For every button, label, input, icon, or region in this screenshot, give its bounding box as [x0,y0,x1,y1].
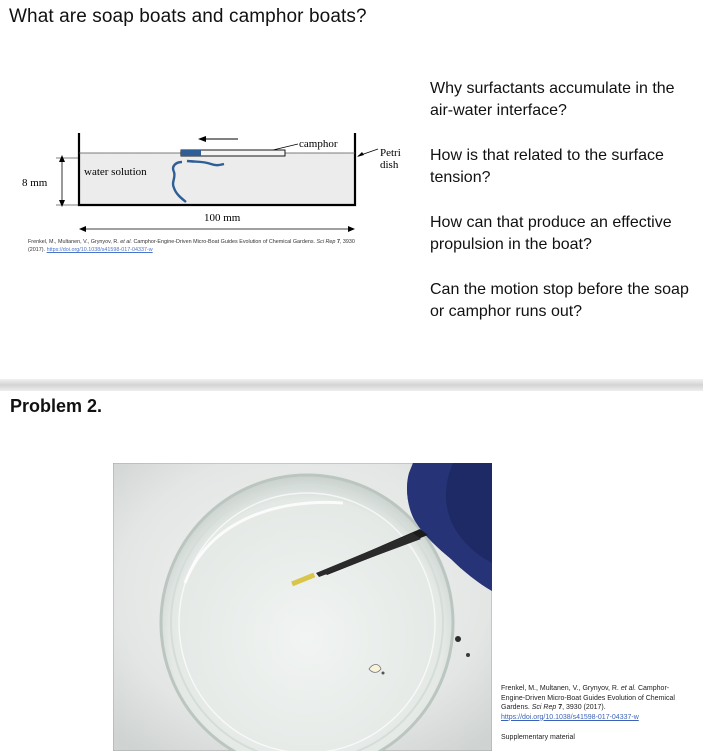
citation-journal: Sci Rep [316,239,336,245]
citation-authors: Frenkel, M., Multanen, V., Grynyov, R. [28,239,119,245]
supplementary-label: Supplementary material [501,734,575,741]
question-2: How is that related to the surface tension? [430,147,664,186]
problem-title: Problem 2. [10,396,103,416]
label-petri-line1: Petri [380,147,401,159]
citation2-title: Camphor-Engine-Driven Micro-Boat Guides Evolution of Chemical Gardens. [501,685,675,712]
citation-slide2 [501,684,691,722]
label-camphor: camphor [299,138,338,150]
citation2-doi-link[interactable]: https://doi.org/10.1038/s41598-017-04337-w [501,713,639,721]
label-depth: 8 mm [22,177,48,189]
petri-dish-photo [113,463,492,751]
slide-divider [0,379,703,391]
citation-rest: , 3930 (2017). [28,239,355,253]
citation-doi-link[interactable]: https://doi.org/10.1038/s41598-017-04337-w [46,247,153,253]
camphor-piece [181,150,201,156]
petri-dish [161,475,453,751]
camphor-boat-diagram [0,118,420,238]
citation2-authors: Frenkel, M., Multanen, V., Grynyov, R. [501,685,619,692]
citation-volume: 7 [336,239,340,245]
label-water-solution: water solution [84,166,147,178]
citation2-etal: et al. [620,685,637,692]
label-width: 100 mm [204,212,241,224]
citation-etal: et al. [120,239,132,245]
label-petri-line2: dish [380,159,399,171]
water-fill [79,153,355,205]
question-4: Can the motion stop before the soap or camphor runs out? [430,281,689,320]
citation-title: Camphor-Engine-Driven Micro-Boat Guides Evolution of Chemical Gardens. [133,239,316,245]
citation-slide1 [28,238,368,254]
citation2-rest: , 3930 (2017). [562,704,606,712]
slide-2 [0,391,703,751]
question-1: Why surfactants accumulate in the air-water interface? [430,80,675,119]
slide-title: What are soap boats and camphor boats? [9,6,367,27]
question-3: How can that produce an effective propulsion in the boat? [430,214,672,253]
citation2-journal: Sci Rep [531,704,557,712]
citation2-volume: 7 [558,704,563,712]
